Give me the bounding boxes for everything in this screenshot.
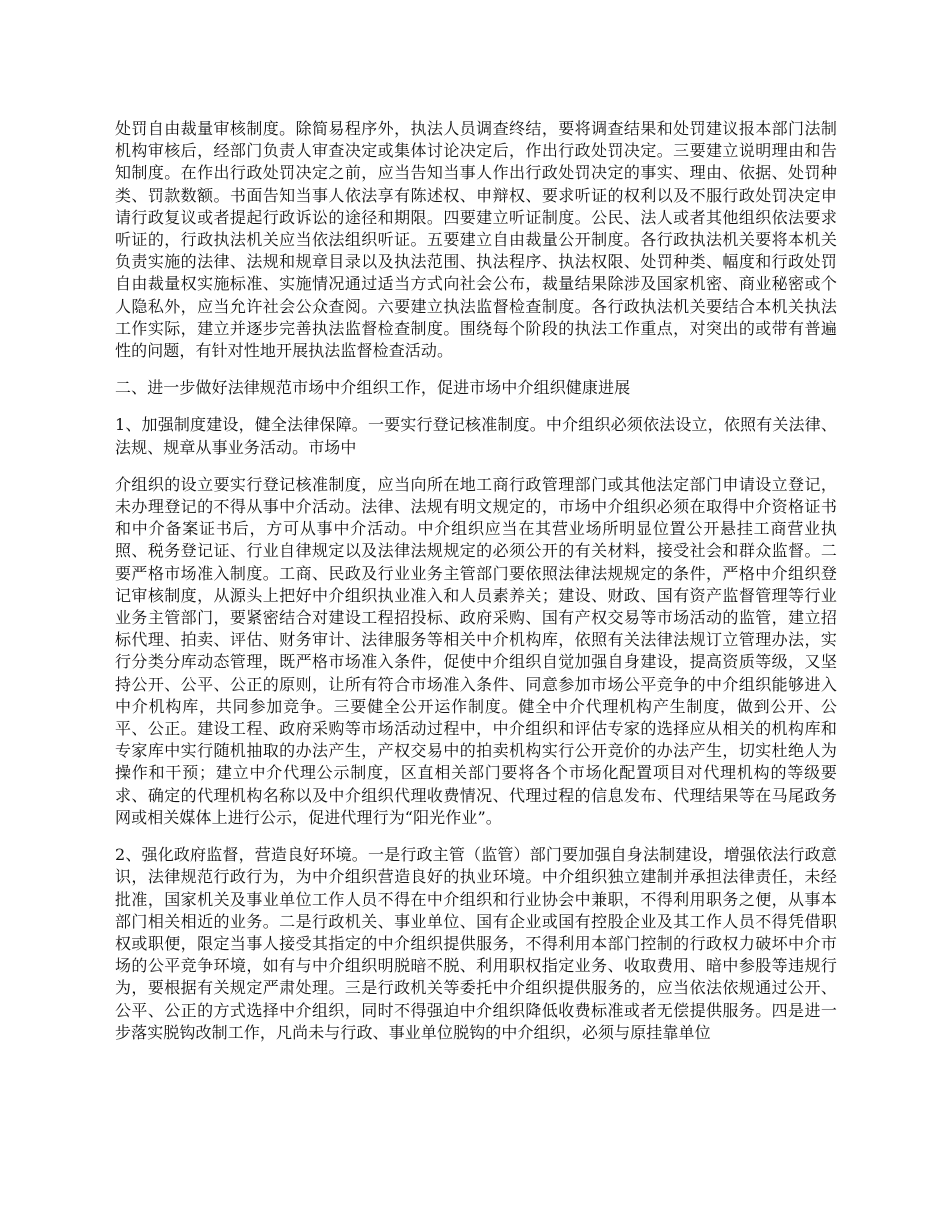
section-heading-intermediary: 二、进一步做好法律规范市场中介组织工作，促进市场中介组织健康进展: [115, 378, 631, 398]
paragraph-system-construction: 1、加强制度建设，健全法律保障。一要实行登记核准制度。中介组织必须依法设立，依照有关法律、法规、规章从事业务活动。市场中: [115, 415, 837, 457]
document-body: [115, 118, 837, 1059]
paragraph-government-supervision: 2、强化政府监督，营造良好环境。一是行政主管（监管）部门要加强自身法制建设，增强依法行政意识，法律规范行政行为，为中介组织营造良好的执业环境。中介组织独立建制并承担法律责任，未经批准，国家机关及事业单位工作人员不得在中介组织和行业协会中兼职，不得利用职务之便，从事本部门相关相近的业务。二是行政机关、事业单位、国有企业或国有控股企业及其工作人员不得凭借职权或职便，限定当事人接受其指定的中介组织提供服务，不得利用本部门控制的行政权力破坏中介市场的公平竞争环境，如有与中介组织明脱暗不脱、利用职权指定业务、收取费用、暗中参股等违规行为，要根据有关规定严肃处理。三是行政机关等委托中介组织提供服务的，应当依法依规通过公开、公平、公正的方式选择中介组织，同时不得强迫中介组织降低收费标准或者无偿提供服务。四是进一步落实脱钩改制工作，凡尚未与行政、事业单位脱钩的中介组织，必须与原挂靠单位: [115, 845, 837, 1042]
paragraph-registration-approval: 介组织的设立要实行登记核准制度，应当向所在地工商行政管理部门或其他法定部门申请设立登记，未办理登记的不得从事中介活动。法律、法规有明文规定的，市场中介组织必须在取得中介资格证书和中介备案证书后，方可从事中介活动。中介组织应当在其营业场所明显位置公开悬挂工商营业执照、税务登记证、行业自律规定以及法律法规规定的必须公开的有关材料，接受社会和群众监督。二要严格市场准入制度。工商、民政及行业业务主管部门要依照法律法规规定的条件，严格中介组织登记审核制度，从源头上把好中介组织执业准入和人员素养关；建设、财政、国有资产监督管理等行业业务主管部门，要紧密结合对建设工程招投标、政府采购、国有产权交易等市场活动的监管，建立招标代理、拍卖、评估、财务审计、法律服务等相关中介机构库，依照有关法律法规订立管理办法，实行分类分库动态管理，既严格市场准入条件，促使中介组织自觉加强自身建设，提高资质等级，又坚持公开、公平、公正的原则，让所有符合市场准入条件、同意参加市场公平竞争的中介组织能够进入中介机构库，共同参加竞争。三要健全公开运作制度。健全中介代理机构产生制度，做到公开、公平、公正。建设工程、政府采购等市场活动过程中，中介组织和评估专家的选择应从相关的机构库和专家库中实行随机抽取的办法产生，产权交易中的拍卖机构实行公开竞价的办法产生，切实杜绝人为操作和干预；建立中介代理公示制度，区直相关部门要将各个市场化配置项目对代理机构的等级要求、确定的代理机构名称以及中介组织代理收费情况、代理过程的信息发布、代理结果等在马尾政务网或相关媒体上进行公示，促进代理行为“阳光作业”。: [115, 474, 837, 827]
paragraph-penalty-discretion: 处罚自由裁量审核制度。除简易程序外，执法人员调查终结，要将调查结果和处罚建议报本部门法制机构审核后，经部门负责人审查决定或集体讨论决定后，作出行政处罚决定。三要建立说明理由和告知制度。在作出行政处罚决定之前，应当告知当事人作出行政处罚决定的事实、理由、依据、处罚种类、罚款数额。书面告知当事人依法享有陈述权、申辩权、要求听证的权利以及不服行政处罚决定申请行政复议或者提起行政诉讼的途径和期限。四要建立听证制度。公民、法人或者其他组织依法要求听证的，行政执法机关应当依法组织听证。五要建立自由裁量公开制度。各行政执法机关要将本机关负责实施的法律、法规和规章目录以及执法范围、执法程序、执法权限、处罚种类、幅度和行政处罚自由裁量权实施标准、实施情况通过适当方式向社会公布，裁量结果除涉及国家机密、商业秘密或个人隐私外，应当允许社会公众查阅。六要建立执法监督检查制度。各行政执法机关要结合本机关执法工作实际，建立并逐步完善执法监督检查制度。围绕每个阶段的执法工作重点，对突出的或带有普遍性的问题，有针对性地开展执法监督检查活动。: [115, 119, 837, 361]
